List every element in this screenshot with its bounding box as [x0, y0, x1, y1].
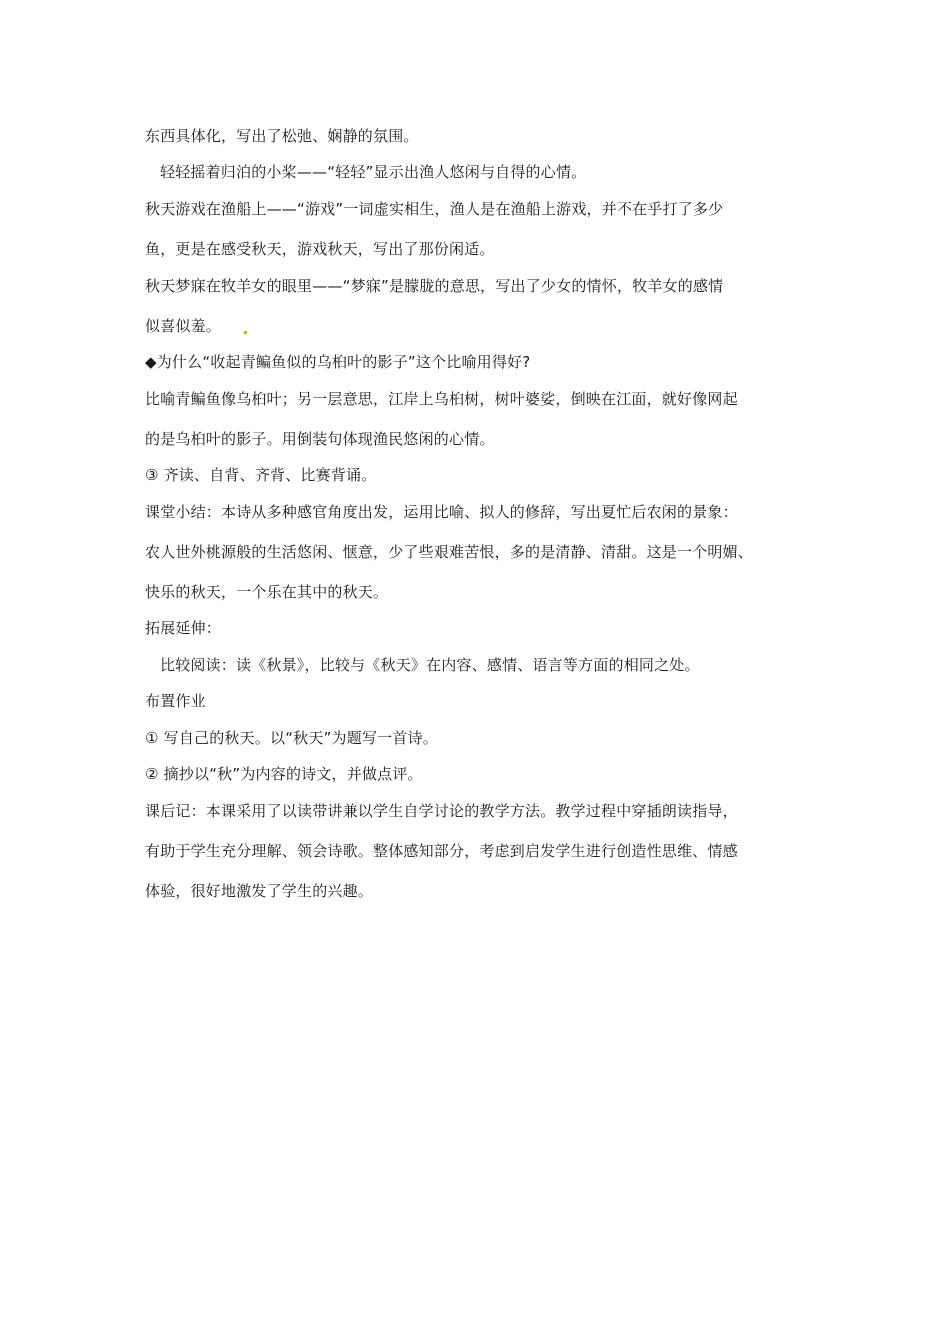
- highlight-mark: [244, 331, 247, 334]
- text-line: 课后记：本课采用了以读带讲兼以学生自学讨论的教学方法。教学过程中穿插朗读指导，: [145, 802, 738, 820]
- text-line: 鱼，更是在感受秋天，游戏秋天，写出了那份闲适。: [145, 240, 495, 258]
- text-line: 有助于学生充分理解、领会诗歌。整体感知部分，考虑到启发学生进行创造性思维、情感: [145, 842, 738, 860]
- text-line: 秋天梦寐在牧羊女的眼里——“梦寐”是朦胧的意思，写出了少女的情怀，牧羊女的感情: [145, 277, 724, 295]
- text-line: 快乐的秋天，一个乐在其中的秋天。: [145, 583, 389, 601]
- text-line: 轻轻摇着归泊的小桨——“轻轻”显示出渔人悠闲与自得的心情。: [160, 163, 587, 181]
- question-line: ◆为什么“收起青鳊鱼似的乌桕叶的影子”这个比喻用得好?: [145, 353, 531, 371]
- text-line: 比喻青鳊鱼像乌桕叶；另一层意思，江岸上乌桕树，树叶婆娑，倒映在江面，就好像网起: [145, 390, 738, 408]
- text-line: ① 写自己的秋天。以“秋天”为题写一首诗。: [145, 729, 438, 747]
- text-line: 课堂小结：本诗从多种感官角度出发，运用比喻、拟人的修辞，写出夏忙后农闲的景象：: [145, 503, 738, 521]
- text-line: 农人世外桃源般的生活悠闲、惬意，少了些艰难苦恨，多的是清静、清甜。这是一个明媚、: [145, 543, 754, 561]
- text-line: 体验，很好地激发了学生的兴趣。: [145, 882, 374, 900]
- text-line: 比较阅读：读《秋景》，比较与《秋天》在内容、感情、语言等方面的相同之处。: [160, 656, 700, 674]
- text-line: 秋天游戏在渔船上——“游戏”一词虚实相生，渔人是在渔船上游戏，并不在乎打了多少: [145, 200, 724, 218]
- text-line: ② 摘抄以“秋”为内容的诗文，并做点评。: [145, 765, 423, 783]
- text-line: 的是乌桕叶的影子。用倒装句体现渔民悠闲的心情。: [145, 430, 495, 448]
- section-heading: 布置作业: [145, 692, 206, 710]
- section-heading: 拓展延伸：: [145, 619, 222, 637]
- text-line: 东西具体化，写出了松弛、娴静的氛围。: [145, 127, 419, 145]
- text-line: 似喜似羞。: [145, 317, 222, 335]
- text-line: ③ 齐读、自背、齐背、比赛背诵。: [145, 466, 377, 484]
